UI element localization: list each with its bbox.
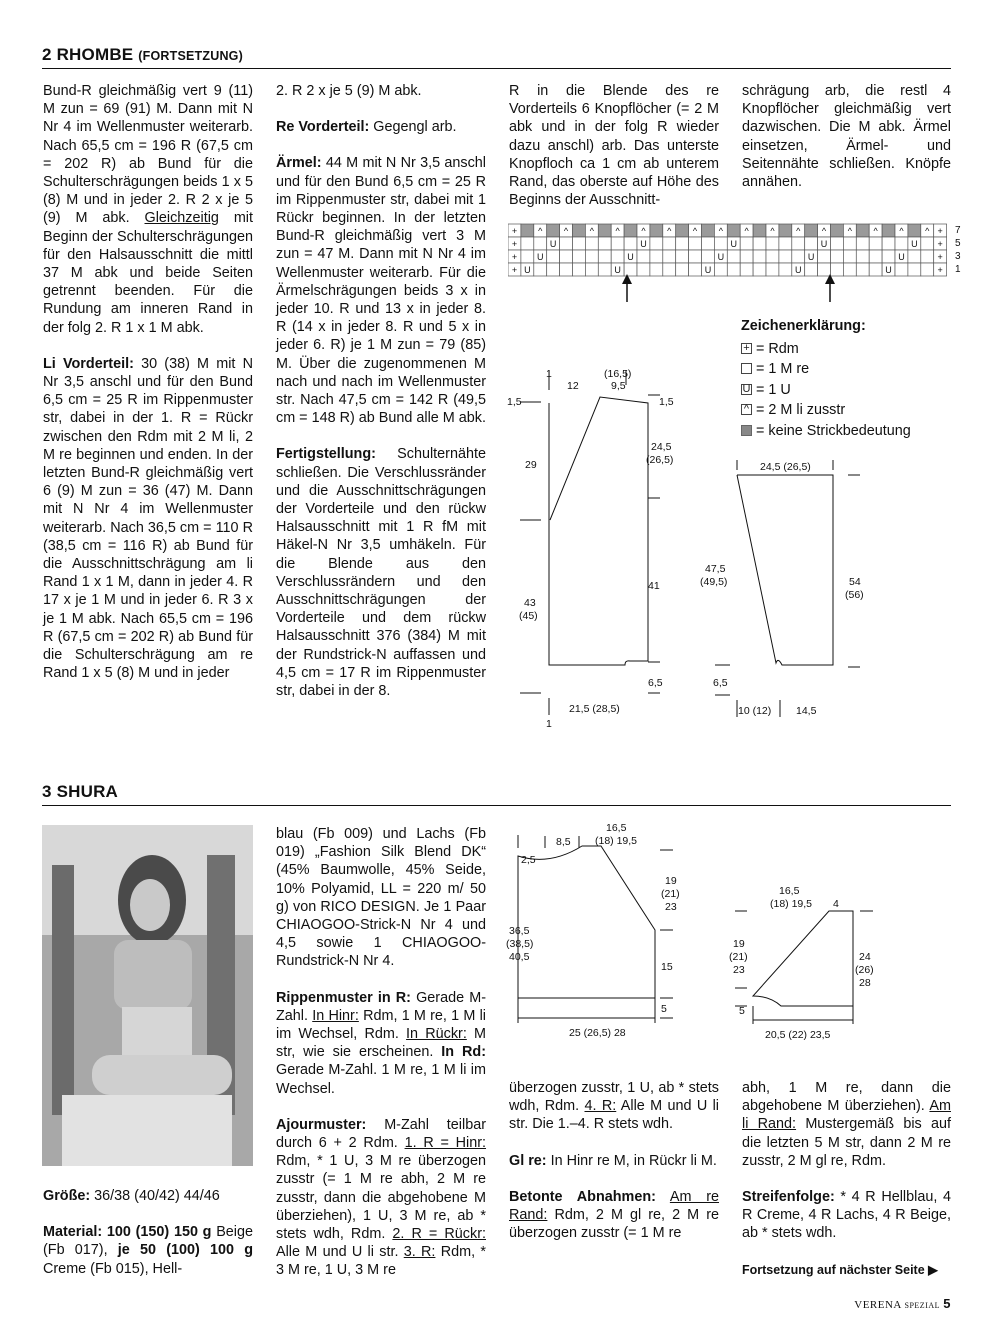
paragraph: Ajourmuster: M-Zahl teilbar durch 6 + 2 Rdm. 1. R = Hinr: Rdm, * 1 U, 3 M re überzogen zusstr (= 1 M re abh, 2 M re zusstr, dann die abgehobene M überziehen), 1 U, 3 M re, ab * stets wdh, Rdm. 2. R = Rückr: Alle M und U li str. 3. R: Rdm, * 3 M re, 1 U, 3 M re <box>276 1116 487 1279</box>
svg-text:24: 24 <box>859 951 871 963</box>
knit-stitch-icon <box>741 363 752 374</box>
svg-text:2,5: 2,5 <box>521 854 536 866</box>
chart-cell <box>598 250 611 263</box>
paragraph: Rippenmuster in R: Gerade M-Zahl. In Hinr: Rdm, 1 M re, 1 M li im Wechsel, Rdm. In Rückr: M str, wie sie erscheinen. In Rd: Gerade M-Zahl. 1 M re, 1 M li im Wechsel. <box>276 989 487 1097</box>
svg-text:10 (12): 10 (12) <box>738 705 772 717</box>
yarn-over-icon: U <box>742 382 751 395</box>
chart-cell <box>921 250 934 263</box>
no-stitch-icon <box>741 425 752 436</box>
chart-cell <box>650 250 663 263</box>
text-column-1 <box>43 82 253 683</box>
chart-cell <box>843 263 856 276</box>
chart-cell <box>702 224 715 237</box>
chart-symbol: U <box>795 265 802 275</box>
chart-cell <box>895 237 908 250</box>
paragraph: Größe: 36/38 (40/42) 44/46 <box>43 1188 220 1204</box>
chart-cell <box>573 237 586 250</box>
chart-cell <box>689 263 702 276</box>
chart-cell <box>676 224 689 237</box>
svg-text:1: 1 <box>546 718 552 730</box>
chart-cell <box>624 224 637 237</box>
chart-cell <box>921 237 934 250</box>
chart-row-number: 5 <box>955 238 961 249</box>
chart-cell <box>882 250 895 263</box>
chart-cell <box>753 263 766 276</box>
legend-item: ^ = 2 M li zusstr <box>741 400 961 421</box>
chart-cell <box>831 237 844 250</box>
svg-text:(18) 19,5: (18) 19,5 <box>595 835 638 847</box>
paragraph: 2. R 2 x je 5 (9) M abk. <box>276 83 422 99</box>
chart-symbol: U <box>549 239 557 249</box>
svg-text:8,5: 8,5 <box>556 836 571 848</box>
page-folio <box>854 1296 951 1311</box>
chart-cell <box>818 250 831 263</box>
svg-text:(21): (21) <box>729 951 748 963</box>
chart-cell <box>611 250 624 263</box>
chart-symbol: ^ <box>925 226 930 236</box>
paragraph: überzogen zusstr, 1 U, ab * stets wdh, Rdm. 4. R: Alle M und U li str. Die 1.–4. R stets wdh. <box>509 1080 720 1133</box>
paragraph: Bund-R gleichmäßig vert 9 (11) M zun = 69 (91) M. Dann mit N Nr 4 im Wellenmuster weiterarb. Nach 65,5 cm = 196 R (67,5 cm = 202 R) ab Bund für die Schulterschrägungen beids 1 x 5 (8) M und in jeder 2. R 2 x je 5 (9) M abk. Gleichzeitig mit Beginn der Schulterschrägungen für den Halsausschnitt die mittl 37 M abk und beide Seiten getrennt beenden. Für die Rundung am inneren Rand in der folg 2. R 1 x 1 M abk. <box>43 83 253 336</box>
model-photo-image <box>42 825 253 1166</box>
edge-stitch-icon: + <box>741 343 752 354</box>
chart-cell <box>663 250 676 263</box>
chart-cell <box>534 263 547 276</box>
svg-text:23: 23 <box>733 964 745 976</box>
chart-symbol: U <box>807 252 815 262</box>
schematic-sleeve <box>700 455 875 720</box>
model-photo <box>42 825 253 1166</box>
svg-text:54: 54 <box>849 576 861 588</box>
chart-symbol: + <box>511 265 518 275</box>
section-header-shura <box>42 782 951 806</box>
svg-text:43: 43 <box>524 597 536 609</box>
continued-note: Fortsetzung auf nächster Seite ▶ <box>742 1263 938 1277</box>
chart-cell <box>908 224 921 237</box>
chart-cell <box>818 263 831 276</box>
chart-cell <box>753 250 766 263</box>
chart-cell <box>921 263 934 276</box>
chart-symbol: U <box>820 239 828 249</box>
section-header-rhombe <box>42 45 951 69</box>
chart-symbol: + <box>937 239 943 249</box>
paragraph: R in die Blende des re Vorderteils 6 Knopflöcher (= 2 M abk und in der folg R wieder dazu anschl) arb. Das unterste Knopfloch ca 1 cm ab unterem Rand, das oberste auf Höhe des Beginns der Ausschnitt- <box>509 83 719 209</box>
section-title: 3 SHURA <box>42 782 119 801</box>
svg-text:(26,5): (26,5) <box>646 454 674 466</box>
chart-symbol: U <box>717 252 725 262</box>
svg-text:14,5: 14,5 <box>796 705 817 717</box>
svg-text:15: 15 <box>661 961 673 973</box>
chart-cell <box>624 263 637 276</box>
chart-cell <box>521 237 534 250</box>
section-subtitle: (FORTSETZUNG) <box>138 49 243 63</box>
chart-symbol: U <box>524 265 531 275</box>
chart-cell <box>676 263 689 276</box>
svg-text:29: 29 <box>525 459 537 471</box>
chart-cell <box>856 263 869 276</box>
chart-cell <box>521 250 534 263</box>
paragraph: Fertigstellung: Schulternähte schließen. Die Verschlussränder und die Ausschnittschrägungen der Vorderteile und den rückw Halsausschnitt mit 1 R fM mit Häkel-N Nr 3,5 umhäkeln. Für die Blende aus den Verschlussrändern und den Ausschnittschrägungen der Vorderteile und dem rückw Halsausschnitt 376 (384) M mit der Rundstrick-N auffassen und 4,5 cm = 17 R im Rippenmuster str, dabei in der 8. <box>276 446 486 700</box>
chart-symbol: U <box>885 265 892 275</box>
chart-cell <box>727 250 740 263</box>
chart-cell <box>676 250 689 263</box>
svg-text:25 (26,5) 28: 25 (26,5) 28 <box>569 1027 626 1039</box>
chart-cell <box>908 263 921 276</box>
svg-text:16,5: 16,5 <box>606 822 627 834</box>
chart-cell <box>702 237 715 250</box>
chart-cell <box>624 237 637 250</box>
chart-cell <box>689 237 702 250</box>
chart-cell <box>740 237 753 250</box>
chart-cell <box>702 250 715 263</box>
chart-symbol: ^ <box>899 226 904 236</box>
legend-item: U = 1 U <box>742 381 791 398</box>
chart-symbol: + <box>511 252 518 262</box>
chart-cell <box>650 263 663 276</box>
chart-symbol: U <box>627 252 634 262</box>
svg-text:47,5: 47,5 <box>705 563 726 575</box>
chart-symbol: ^ <box>821 226 827 236</box>
chart-cell <box>727 263 740 276</box>
chart-cell <box>727 224 740 237</box>
legend-item: = keine Strickbedeutung <box>741 421 961 442</box>
chart-cell <box>831 224 844 237</box>
chart-symbol: U <box>614 265 621 275</box>
svg-text:1,5: 1,5 <box>507 396 522 408</box>
svg-text:(21): (21) <box>661 888 680 900</box>
svg-text:20,5 (22) 23,5: 20,5 (22) 23,5 <box>765 1029 831 1041</box>
chart-symbol: U <box>898 252 905 262</box>
chart-symbol: ^ <box>563 226 569 236</box>
chart-cell <box>843 250 856 263</box>
chart-symbol: ^ <box>718 226 723 236</box>
chart-symbol: U <box>911 239 918 249</box>
paragraph: Betonte Abnahmen: Am re Rand: Rdm, 2 M gl re, 2 M re überzogen zusstr (= 1 M re <box>509 1188 719 1242</box>
page-number: 5 <box>943 1296 951 1311</box>
chart-symbol: + <box>937 265 943 275</box>
paragraph: schrägung arb, die restl 4 Knopflöcher gleichmäßig vert dazwischen. Die M abk. Ärmel einsetzen, Ärmel- und Seitennähte schließen. Knöpfe annähen. <box>742 83 951 191</box>
chart-cell <box>560 250 573 263</box>
svg-text:(26): (26) <box>855 964 874 976</box>
chart-row-number: 7 <box>955 225 961 236</box>
paragraph: abh, 1 M re, dann die abgehobene M überziehen). Am li Rand: Mustergemäß bis auf die letzten 5 M str, dann 2 M re zusstr, 2 M gl re, Rdm. <box>742 1080 951 1169</box>
chart-legend <box>741 316 961 441</box>
chart-cell <box>766 250 779 263</box>
svg-text:(56): (56) <box>845 589 864 601</box>
chart-symbol: + <box>511 239 518 249</box>
text-column-8 <box>742 1079 951 1243</box>
chart-cell <box>843 237 856 250</box>
svg-text:5: 5 <box>739 1005 745 1017</box>
chart-cell <box>714 237 727 250</box>
chart-symbol: U <box>730 239 737 249</box>
chart-cell <box>831 263 844 276</box>
chart-symbol: ^ <box>667 226 672 236</box>
paragraph: Streifenfolge: * 4 R Hellblau, 4 R Creme, 4 R Lachs, 4 R Beige, ab * stets wdh. <box>742 1189 951 1242</box>
svg-text:36,5: 36,5 <box>509 925 530 937</box>
schematic-shura-sleeve <box>725 878 895 1043</box>
paragraph: Gl re: In Hinr re M, in Rückr li M. <box>509 1152 717 1169</box>
paragraph: Li Vorderteil: 30 (38) M mit N Nr 3,5 anschl und für den Bund 6,5 cm = 25 R im Rippenmuster str, dabei in der 1. R = Rückr zwischen den Rdm mit 2 M li, 2 M re beginnen und enden. In der letzten Bund-R gleichmäßig vert 6 (9) M zun = 36 (47) M. Dann mit N Nr 4 im Wellenmuster weiterarb. Nach 36,5 cm = 110 R (38,5 cm = 116 R) ab Bund für die Ausschnittschrägung am li Rand 1 x 1 M, dann in jeder 4. R 17 x je 1 M und in jeder 6. R 3 x je 1 M abk. Nach 65,5 cm = 196 R (67,5 cm = 202 R) ab Bund für die Schulterschrägung am re Rand 1 x 5 (8) M und in jeder <box>43 355 254 682</box>
chart-cell <box>869 250 882 263</box>
chart-symbol: ^ <box>641 226 646 236</box>
svg-text:24,5: 24,5 <box>651 441 672 453</box>
chart-cell <box>573 263 586 276</box>
chart-cell <box>521 224 534 237</box>
chart-cell <box>869 237 882 250</box>
chart-symbol: + <box>937 252 943 262</box>
chart-symbol: + <box>511 226 518 236</box>
chart-cell <box>560 237 573 250</box>
chart-symbol: ^ <box>744 226 749 236</box>
svg-text:6,5: 6,5 <box>648 677 663 689</box>
paragraph: blau (Fb 009) und Lachs (Fb 019) „Fashion Silk Blend DK“ (45% Baumwolle, 45% Seide, 10% Polyamid, LL = 220 m/ 50 g) von RICO DESIGN. Je 1 Paar CHIAOGOO-Strick-N Nr 4 und 4,5 sowie 1 CHIAOGOO-Rundstrick-N Nr 4. <box>276 826 486 970</box>
chart-row-number: 3 <box>955 251 961 262</box>
chart-cell <box>779 250 792 263</box>
svg-text:(38,5): (38,5) <box>506 938 534 950</box>
chart-cell <box>805 224 818 237</box>
chart-cell <box>585 263 598 276</box>
chart-symbol: U <box>537 252 544 262</box>
chart-symbol: ^ <box>796 226 801 236</box>
repeat-arrow-icon <box>622 274 632 302</box>
chart-cell <box>714 263 727 276</box>
chart-symbol: + <box>937 226 943 236</box>
chart-cell <box>637 263 650 276</box>
chart-cell <box>585 237 598 250</box>
chart-cell <box>547 263 560 276</box>
svg-text:4: 4 <box>833 898 839 910</box>
chart-cell <box>805 263 818 276</box>
svg-text:28: 28 <box>859 977 871 989</box>
chart-symbol: ^ <box>847 226 852 236</box>
chart-cell <box>585 250 598 263</box>
text-column-6 <box>276 825 486 1280</box>
chart-symbol: ^ <box>589 226 594 236</box>
svg-text:(18) 19,5: (18) 19,5 <box>770 898 813 910</box>
chart-cell <box>637 250 650 263</box>
chart-cell <box>766 237 779 250</box>
chart-cell <box>831 250 844 263</box>
chart-symbol: ^ <box>873 226 878 236</box>
chart-cell <box>779 237 792 250</box>
chart-cell <box>766 263 779 276</box>
paragraph: Re Vorderteil: Gegengl arb. <box>276 119 457 136</box>
chart-cell <box>598 224 611 237</box>
paragraph: Ärmel: 44 M mit N Nr 3,5 anschl und für den Bund 6,5 cm = 25 R im Rippenmuster str, dabei mit 1 Rückr beginnen. In der letzten Bund-R gleichmäßig vert 3 M zun = 47 M. Dann mit N Nr 4 im Wellenmuster weiterarb. Für die Ärmelschrägungen beids 3 x in jeder 10. R und 13 x in jeder 8. R (14 x in jeder 8. R und 5 x in jeder 6. R) je 1 M zun = 79 (85) M. Über die zugenommenen M nach und nach im Wellenmuster str. Nach 47,5 cm = 142 R (49,5 cm = 148 R) ab Bund alle M abk. <box>276 155 486 427</box>
chart-cell <box>650 237 663 250</box>
legend-item: = 1 M re <box>741 359 961 380</box>
svg-text:24,5 (26,5): 24,5 (26,5) <box>760 461 811 473</box>
chart-cell <box>895 263 908 276</box>
text-column-5 <box>43 1187 253 1278</box>
chart-cell <box>573 224 586 237</box>
schematic-shura-body <box>505 818 690 1043</box>
text-column-3 <box>509 82 719 209</box>
chart-cell <box>676 237 689 250</box>
svg-text:40,5: 40,5 <box>509 951 530 963</box>
chart-cell <box>779 224 792 237</box>
chart-cell <box>869 263 882 276</box>
repeat-arrow-icon <box>825 274 835 302</box>
svg-text:1: 1 <box>546 368 552 380</box>
chart-cell <box>856 237 869 250</box>
chart-cell <box>792 250 805 263</box>
svg-text:(45): (45) <box>519 610 538 622</box>
svg-text:23: 23 <box>665 901 677 913</box>
chart-symbol: ^ <box>615 226 620 236</box>
chart-cell <box>805 237 818 250</box>
legend-title: Zeichenerklärung: <box>741 318 866 334</box>
chart-cell <box>779 263 792 276</box>
chart-row-number: 1 <box>955 264 961 275</box>
legend-item: + = Rdm <box>741 339 961 360</box>
chart-cell <box>663 237 676 250</box>
section-title: 2 RHOMBE <box>42 45 134 64</box>
svg-text:41: 41 <box>648 580 660 592</box>
chart-cell <box>753 224 766 237</box>
svg-text:9,5: 9,5 <box>611 380 626 392</box>
chart-symbol: U <box>704 265 712 275</box>
knitting-chart <box>508 222 968 302</box>
text-column-2 <box>276 82 486 700</box>
magazine-brand: VERENA <box>854 1299 902 1311</box>
chart-cell <box>573 250 586 263</box>
schematic-front <box>505 360 690 735</box>
chart-cell <box>740 250 753 263</box>
chart-cell <box>598 237 611 250</box>
svg-text:19: 19 <box>733 938 745 950</box>
svg-text:16,5: 16,5 <box>779 885 800 897</box>
chart-cell <box>663 263 676 276</box>
svg-text:12: 12 <box>567 380 579 392</box>
svg-text:5: 5 <box>661 1003 667 1015</box>
svg-text:19: 19 <box>665 875 677 887</box>
chart-cell <box>650 224 663 237</box>
purl-two-together-icon: ^ <box>741 404 752 415</box>
chart-symbol: U <box>640 239 647 249</box>
svg-text:21,5 (28,5): 21,5 (28,5) <box>569 703 620 715</box>
paragraph: Material: 100 (150) 150 g Beige (Fb 017), je 50 (100) 100 g Creme (Fb 015), Hell- <box>43 1224 253 1277</box>
chart-cell <box>740 263 753 276</box>
chart-cell <box>882 237 895 250</box>
text-column-7 <box>509 1079 719 1242</box>
chart-cell <box>792 237 805 250</box>
chart-symbol: ^ <box>770 226 775 236</box>
chart-cell <box>689 250 702 263</box>
svg-text:6,5: 6,5 <box>713 677 728 689</box>
svg-text:1,5: 1,5 <box>659 396 674 408</box>
chart-cell <box>534 237 547 250</box>
chart-cell <box>856 224 869 237</box>
chart-cell <box>598 263 611 276</box>
chart-symbol: ^ <box>692 226 698 236</box>
chart-cell <box>753 237 766 250</box>
magazine-edition: SPEZIAL <box>904 1301 941 1310</box>
chart-cell <box>560 263 573 276</box>
chart-cell <box>611 237 624 250</box>
chart-cell <box>547 224 560 237</box>
chart-symbol: ^ <box>538 226 543 236</box>
chart-cell <box>547 250 560 263</box>
svg-text:(49,5): (49,5) <box>700 576 728 588</box>
text-column-4 <box>742 82 951 191</box>
chart-cell <box>856 250 869 263</box>
svg-text:(16,5): (16,5) <box>604 368 632 380</box>
chart-cell <box>882 224 895 237</box>
chart-cell <box>908 250 921 263</box>
